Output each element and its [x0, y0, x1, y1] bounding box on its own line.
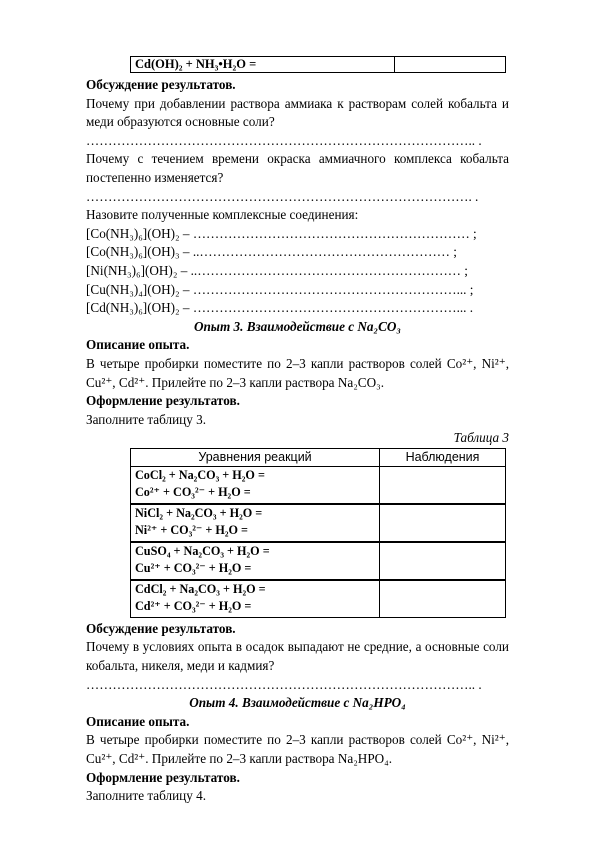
reactions-table: [130, 448, 506, 618]
reaction-cell: [131, 504, 380, 542]
complex-item: [Cd(NH₃)₆](OH)₂ – ……………………………………………………... .: [86, 300, 474, 316]
section-heading: Оформление результатов.: [86, 393, 240, 409]
experiment-title: Опыт 3. Взаимодействие с Na₂CO₃: [193, 318, 402, 334]
experiment-description: В четыре пробирки поместите по 2–3 капли растворов солей Co²⁺, Ni²⁺, Cu²⁺, Cd²⁺. Прилейте по 2–3 капли раствора Na₂CO₃.: [86, 355, 509, 390]
discussion-heading: Обсуждение результатов.: [86, 620, 236, 636]
question-text: Почему в условиях опыта в осадок выпадают не средние, а основные соли кобальта, никеля, меди и кадмия?: [86, 639, 509, 674]
column-header: Наблюдения: [380, 448, 506, 466]
column-header: Уравнения реакций: [131, 448, 380, 466]
complex-item: [Co(NH₃)₆](OH)₂ – ……………………………………………………… ;: [86, 225, 477, 241]
question-text: Почему с течением времени окраска аммиачного комплекса кобальта постепенно изменяется?: [86, 151, 509, 185]
table-label: Таблица 3: [453, 430, 509, 446]
experiment-description: В четыре пробирки поместите по 2–3 капли растворов солей Co²⁺, Ni²⁺, Cu²⁺, Cd²⁺. Прилейте по 2–3 капли раствора Na₂HPO₄.: [86, 732, 509, 767]
answer-dots: …………………………………………………………………………….. .: [86, 676, 482, 692]
reaction-cell: [131, 580, 380, 618]
instruction-text: Заполните таблицу 3.: [86, 411, 207, 427]
top-table-fragment: [130, 56, 506, 73]
reaction-line: Ni²⁺ + CO₃²⁻ + H₂O =: [135, 522, 248, 537]
observation-cell: [380, 542, 506, 580]
reaction-line: Co²⁺ + CO₃²⁻ + H₂O =: [135, 484, 251, 499]
complex-heading: Назовите полученные комплексные соединения:: [86, 207, 359, 223]
complex-item: [Ni(NH₃)₆](OH)₂ – ..…………………………………………………… ;: [86, 262, 468, 278]
worksheet-page: [86, 56, 509, 806]
reaction-line: Cu²⁺ + CO₃²⁻ + H₂O =: [135, 560, 252, 575]
reaction-cell: [131, 466, 380, 504]
section-heading: Описание опыта.: [86, 713, 190, 729]
reaction-equation: Cd(OH)₂ + NH₃•H₂O =: [131, 57, 395, 73]
table-row: [131, 466, 506, 504]
observation-cell: [380, 504, 506, 542]
observation-cell: [380, 466, 506, 504]
table-row: [131, 504, 506, 542]
answer-dots: ……………………………………………………………………………. .: [86, 188, 479, 204]
reaction-line: CdCl₂ + Na₂CO₃ + H₂O =: [135, 581, 266, 596]
complex-item: [Co(NH₃)₆](OH)₃ – ..………………………………………………… ;: [86, 244, 457, 260]
complex-item: [Cu(NH₃)₄](OH)₂ – ……………………………………………………... ;: [86, 281, 474, 297]
reaction-line: CoCl₂ + Na₂CO₃ + H₂O =: [135, 467, 265, 482]
observation-cell: [380, 580, 506, 618]
section-heading: Оформление результатов.: [86, 769, 240, 785]
instruction-text: Заполните таблицу 4.: [86, 788, 207, 804]
discussion-heading: Обсуждение результатов.: [86, 77, 236, 92]
reaction-line: Cd²⁺ + CO₃²⁻ + H₂O =: [135, 598, 252, 613]
experiment-title: Опыт 4. Взаимодействие с Na₂HPO₄: [189, 695, 406, 711]
table-row: [131, 542, 506, 580]
reaction-line: NiCl₂ + Na₂CO₃ + H₂O =: [135, 505, 263, 520]
complex-list: [86, 225, 509, 318]
reaction-line: CuSO₄ + Na₂CO₃ + H₂O =: [135, 543, 270, 558]
section-heading: Описание опыта.: [86, 337, 190, 353]
reaction-cell: [131, 542, 380, 580]
table-row: [131, 57, 506, 73]
question-text: Почему при добавлении раствора аммиака к растворам солей кобальта и меди образуются основные соли?: [86, 95, 509, 130]
table-header-row: [131, 448, 506, 466]
table-row: [131, 580, 506, 618]
observation-cell: [395, 57, 506, 73]
answer-dots: …………………………………………………………………………….. .: [86, 132, 482, 148]
